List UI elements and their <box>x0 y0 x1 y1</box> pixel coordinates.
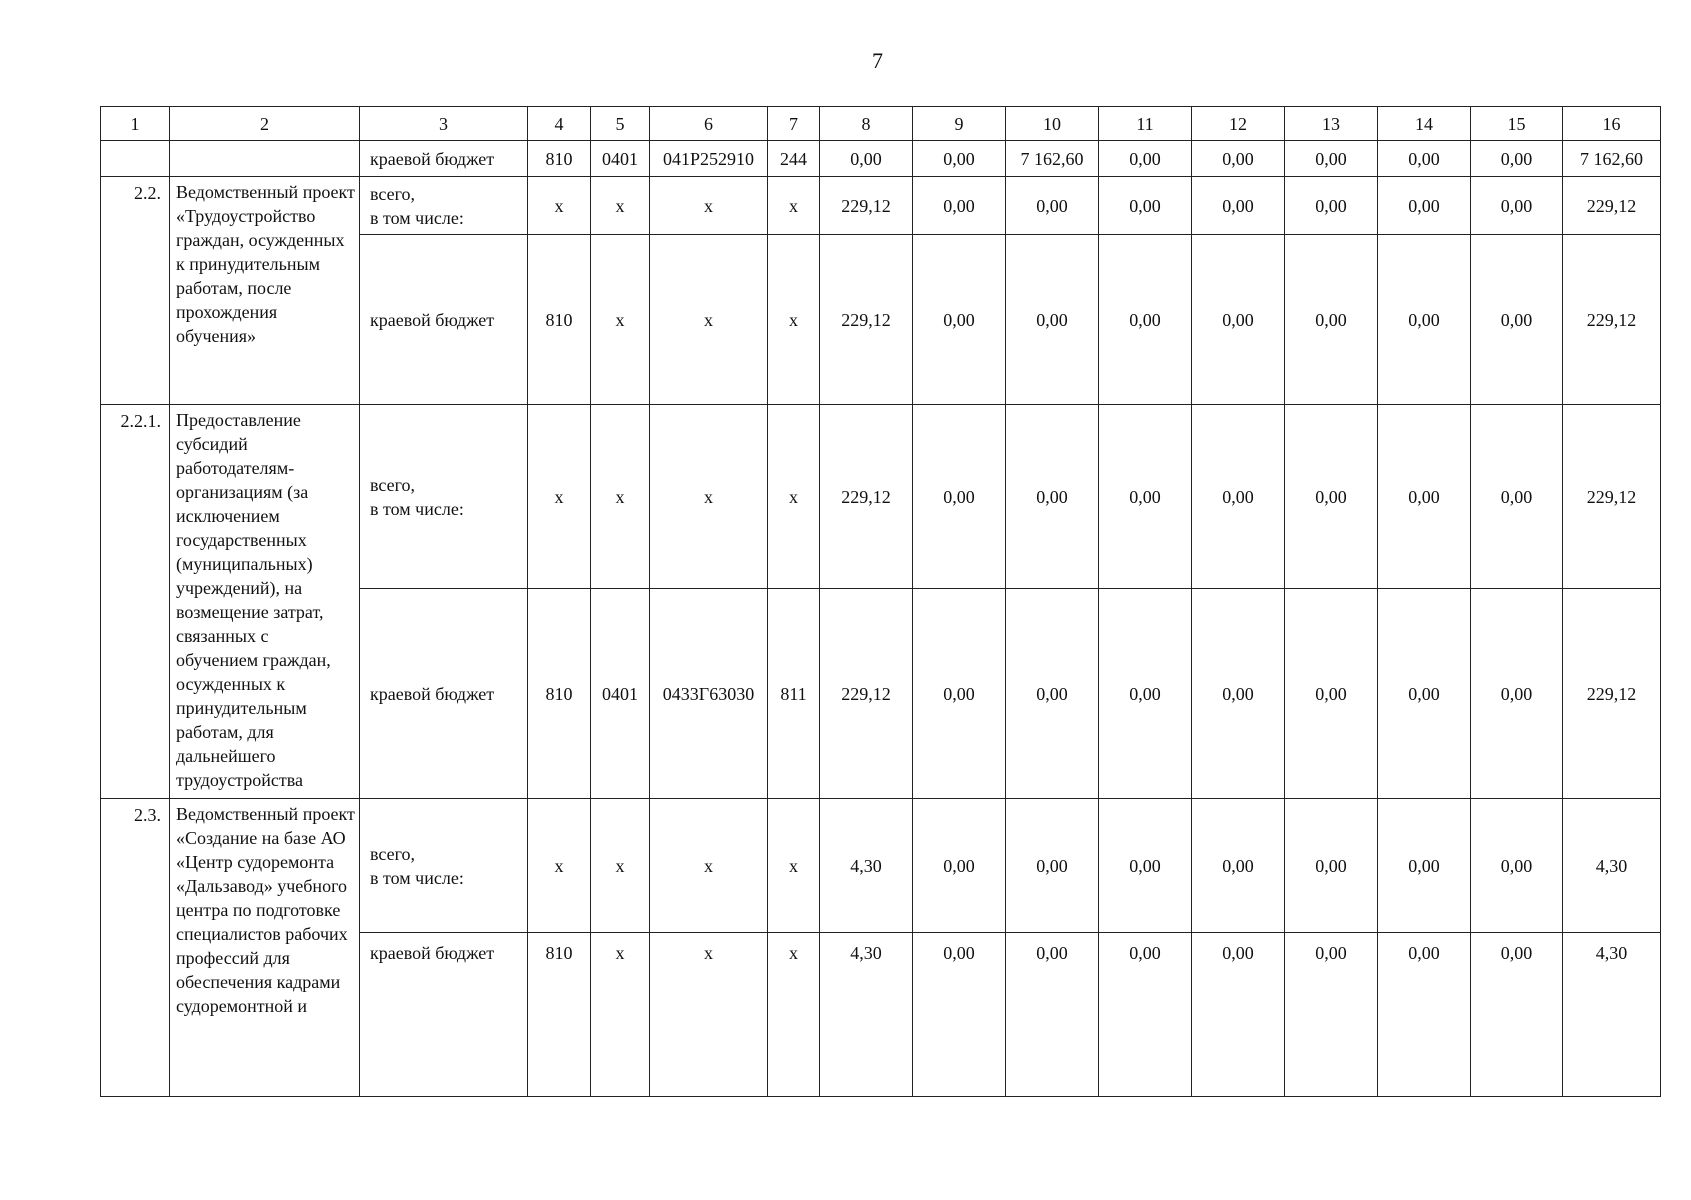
value-cell: 7 162,60 <box>1563 141 1661 177</box>
value-cell: 0,00 <box>913 235 1006 405</box>
cell: x <box>591 933 650 1097</box>
value-cell: 0,00 <box>1099 235 1192 405</box>
value-cell: 0,00 <box>1471 177 1563 235</box>
value-cell: 0,00 <box>1099 177 1192 235</box>
col-header: 11 <box>1099 107 1192 141</box>
value-cell: 0,00 <box>1006 933 1099 1097</box>
value-cell: 0,00 <box>913 405 1006 589</box>
cell: x <box>768 799 820 933</box>
source-cell <box>360 177 528 235</box>
value-cell: 4,30 <box>1563 799 1661 933</box>
value-cell: 229,12 <box>1563 405 1661 589</box>
cell: x <box>650 177 768 235</box>
value-cell: 0,00 <box>1285 933 1378 1097</box>
value-cell: 0,00 <box>913 177 1006 235</box>
col-header: 1 <box>101 107 170 141</box>
source-line: в том числе: <box>370 207 464 228</box>
name-cell <box>170 141 360 177</box>
table-row <box>101 405 1661 589</box>
value-cell: 0,00 <box>913 141 1006 177</box>
cell: 810 <box>528 589 591 799</box>
value-cell: 0,00 <box>1192 405 1285 589</box>
value-cell: 0,00 <box>1099 141 1192 177</box>
value-cell: 229,12 <box>1563 589 1661 799</box>
cell: x <box>650 799 768 933</box>
item-name: Ведомственный проект «Создание на базе АО «Центр судоремонта «Дальзавод» учебного центра по подготовке специалистов рабочих профессий для обеспечения кадрами судоремонтной и <box>170 799 360 1097</box>
cell: x <box>528 799 591 933</box>
value-cell: 0,00 <box>913 933 1006 1097</box>
value-cell: 0,00 <box>1378 405 1471 589</box>
value-cell: 0,00 <box>1378 235 1471 405</box>
source-line: всего, <box>370 183 416 204</box>
value-cell: 229,12 <box>820 589 913 799</box>
value-cell: 0,00 <box>1471 235 1563 405</box>
cell: x <box>591 177 650 235</box>
cell: 041P252910 <box>650 141 768 177</box>
col-header: 8 <box>820 107 913 141</box>
col-header: 16 <box>1563 107 1661 141</box>
value-cell: 0,00 <box>1099 589 1192 799</box>
value-cell: 0,00 <box>1192 141 1285 177</box>
cell: x <box>591 405 650 589</box>
col-header: 7 <box>768 107 820 141</box>
value-cell: 0,00 <box>1192 589 1285 799</box>
col-header: 9 <box>913 107 1006 141</box>
value-cell: 229,12 <box>820 235 913 405</box>
source-line: в том числе: <box>370 867 464 888</box>
item-name: Предоставление субсидий работодателям-организациям (за исключением государственных (муниципальных) учреждений), на возмещение затрат, связанных с обучением граждан, осужденных к принудительным работам, для дальнейшего трудоустройства <box>170 405 360 799</box>
cell: x <box>768 933 820 1097</box>
value-cell: 229,12 <box>820 405 913 589</box>
source-line: в том числе: <box>370 498 464 519</box>
value-cell: 0,00 <box>1378 177 1471 235</box>
value-cell: 0,00 <box>820 141 913 177</box>
value-cell: 0,00 <box>1006 589 1099 799</box>
value-cell: 4,30 <box>820 933 913 1097</box>
source-cell: краевой бюджет <box>360 141 528 177</box>
cell: 0401 <box>591 589 650 799</box>
item-name: Ведомственный проект «Трудоустройство граждан, осужденных к принудительным работам, после прохождения обучения» <box>170 177 360 405</box>
value-cell: 0,00 <box>1285 141 1378 177</box>
source-cell: краевой бюджет <box>360 933 528 1097</box>
value-cell: 0,00 <box>1378 589 1471 799</box>
cell: x <box>768 235 820 405</box>
value-cell: 4,30 <box>820 799 913 933</box>
value-cell: 229,12 <box>1563 235 1661 405</box>
budget-table <box>100 106 1661 1097</box>
cell: 811 <box>768 589 820 799</box>
value-cell: 0,00 <box>1285 405 1378 589</box>
value-cell: 229,12 <box>820 177 913 235</box>
col-header: 5 <box>591 107 650 141</box>
value-cell: 0,00 <box>1471 933 1563 1097</box>
value-cell: 0,00 <box>1192 799 1285 933</box>
col-header: 4 <box>528 107 591 141</box>
source-cell <box>360 405 528 589</box>
value-cell: 0,00 <box>1471 141 1563 177</box>
value-cell: 229,12 <box>1563 177 1661 235</box>
value-cell: 0,00 <box>1471 799 1563 933</box>
value-cell: 0,00 <box>1192 235 1285 405</box>
col-header: 10 <box>1006 107 1099 141</box>
value-cell: 0,00 <box>1378 799 1471 933</box>
col-header: 12 <box>1192 107 1285 141</box>
header-row <box>101 107 1661 141</box>
value-cell: 0,00 <box>1006 405 1099 589</box>
value-cell: 0,00 <box>1471 589 1563 799</box>
cell: x <box>528 405 591 589</box>
cell: 244 <box>768 141 820 177</box>
value-cell: 7 162,60 <box>1006 141 1099 177</box>
cell: x <box>528 177 591 235</box>
value-cell: 0,00 <box>1099 799 1192 933</box>
value-cell: 0,00 <box>1006 799 1099 933</box>
value-cell: 0,00 <box>1285 235 1378 405</box>
value-cell: 0,00 <box>1099 933 1192 1097</box>
source-cell <box>360 799 528 933</box>
cell: x <box>768 177 820 235</box>
item-code: 2.3. <box>101 799 170 1097</box>
cell: 0401 <box>591 141 650 177</box>
value-cell: 4,30 <box>1563 933 1661 1097</box>
value-cell: 0,00 <box>1378 141 1471 177</box>
cell: x <box>650 405 768 589</box>
value-cell: 0,00 <box>1006 235 1099 405</box>
value-cell: 0,00 <box>1285 799 1378 933</box>
col-header: 13 <box>1285 107 1378 141</box>
value-cell: 0,00 <box>1471 405 1563 589</box>
cell: 810 <box>528 235 591 405</box>
col-header: 3 <box>360 107 528 141</box>
code-cell <box>101 141 170 177</box>
value-cell: 0,00 <box>1285 589 1378 799</box>
cell: x <box>591 799 650 933</box>
col-header: 2 <box>170 107 360 141</box>
cell: 810 <box>528 141 591 177</box>
value-cell: 0,00 <box>913 799 1006 933</box>
item-code: 2.2. <box>101 177 170 405</box>
cell: x <box>650 933 768 1097</box>
value-cell: 0,00 <box>1099 405 1192 589</box>
page-number: 7 <box>872 48 883 73</box>
col-header: 15 <box>1471 107 1563 141</box>
cell: x <box>591 235 650 405</box>
table-row <box>101 799 1661 933</box>
table-row <box>101 177 1661 235</box>
value-cell: 0,00 <box>1285 177 1378 235</box>
value-cell: 0,00 <box>913 589 1006 799</box>
source-line: всего, <box>370 474 416 495</box>
value-cell: 0,00 <box>1006 177 1099 235</box>
cell: x <box>768 405 820 589</box>
value-cell: 0,00 <box>1192 177 1285 235</box>
col-header: 6 <box>650 107 768 141</box>
source-line: всего, <box>370 843 416 864</box>
value-cell: 0,00 <box>1192 933 1285 1097</box>
source-cell: краевой бюджет <box>360 235 528 405</box>
item-code: 2.2.1. <box>101 405 170 799</box>
cell: 810 <box>528 933 591 1097</box>
cell: x <box>650 235 768 405</box>
value-cell: 0,00 <box>1378 933 1471 1097</box>
table-row <box>101 141 1661 177</box>
cell: 0433Г63030 <box>650 589 768 799</box>
col-header: 14 <box>1378 107 1471 141</box>
source-cell: краевой бюджет <box>360 589 528 799</box>
